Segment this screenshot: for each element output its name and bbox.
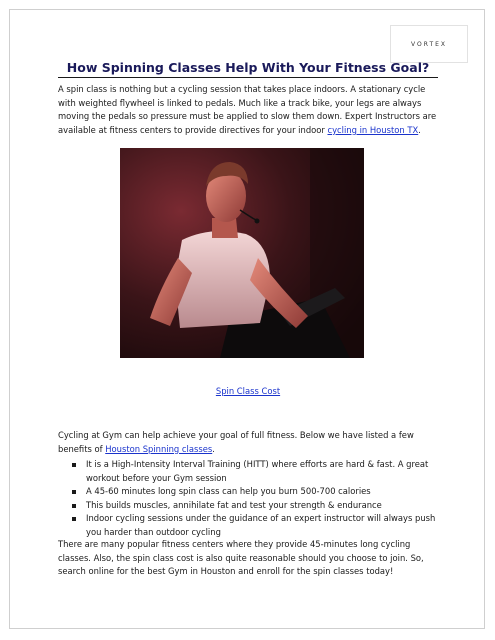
intro-paragraph [58, 83, 438, 137]
benefits-list [72, 458, 438, 540]
page-title: How Spinning Classes Help With Your Fitness Goal? [66, 60, 430, 75]
brand-logo [390, 25, 468, 63]
intro-text: A spin class is nothing but a cycling session that takes place indoors. A stationary cycle with weighted flywheel is linked to pedals. Much like a track bike, your legs are always moving the pedals so pressure must be applied to slow them down. Expert Instructors are available at fitness centers to provide directives for your indoor [58, 84, 437, 135]
spin-class-photo [120, 148, 364, 358]
list-item-text: This builds muscles, annihilate fat and test your strength & endurance [86, 499, 382, 510]
list-item-text: A 45-60 minutes long spin class can help you burn 500-700 calories [86, 486, 371, 497]
bullet-square-icon [72, 517, 76, 521]
closing-paragraph: There are many popular fitness centers where they provide 45-minutes long cycling classes. Also, the spin class cost is also quite reasonable should you choose to join. So, search online for the best Gym in Houston and enroll for the spin classes today! [58, 539, 424, 577]
bullet-square-icon [72, 463, 76, 467]
benefits-text: Cycling at Gym can help achieve your goal of full fitness. Below we have listed a few benefits of [58, 430, 414, 454]
list-item-text: It is a High-Intensity Interval Training (HITT) where efforts are hard & fast. A great workout before your Gym session [86, 459, 429, 483]
bullet-square-icon [72, 490, 76, 494]
list-item [72, 512, 438, 539]
houston-spinning-link[interactable]: Houston Spinning classes [105, 443, 213, 454]
list-item [72, 485, 438, 499]
spin-class-cost-link[interactable]: Spin Class Cost [215, 386, 281, 396]
image-caption [58, 386, 438, 396]
title-divider [58, 77, 438, 78]
list-item-text: Indoor cycling sessions under the guidance of an expert instructor will always push you harder than outdoor cycling [86, 513, 436, 537]
benefits-end: . [212, 443, 215, 454]
list-item [72, 499, 438, 513]
logo-text: VORTEX [410, 40, 448, 48]
bullet-square-icon [72, 504, 76, 508]
intro-end: . [418, 124, 421, 135]
cyclist-illustration [120, 148, 364, 358]
cycling-houston-link[interactable]: cycling in Houston TX [327, 124, 419, 135]
list-item [72, 458, 438, 485]
benefits-paragraph [58, 429, 438, 456]
